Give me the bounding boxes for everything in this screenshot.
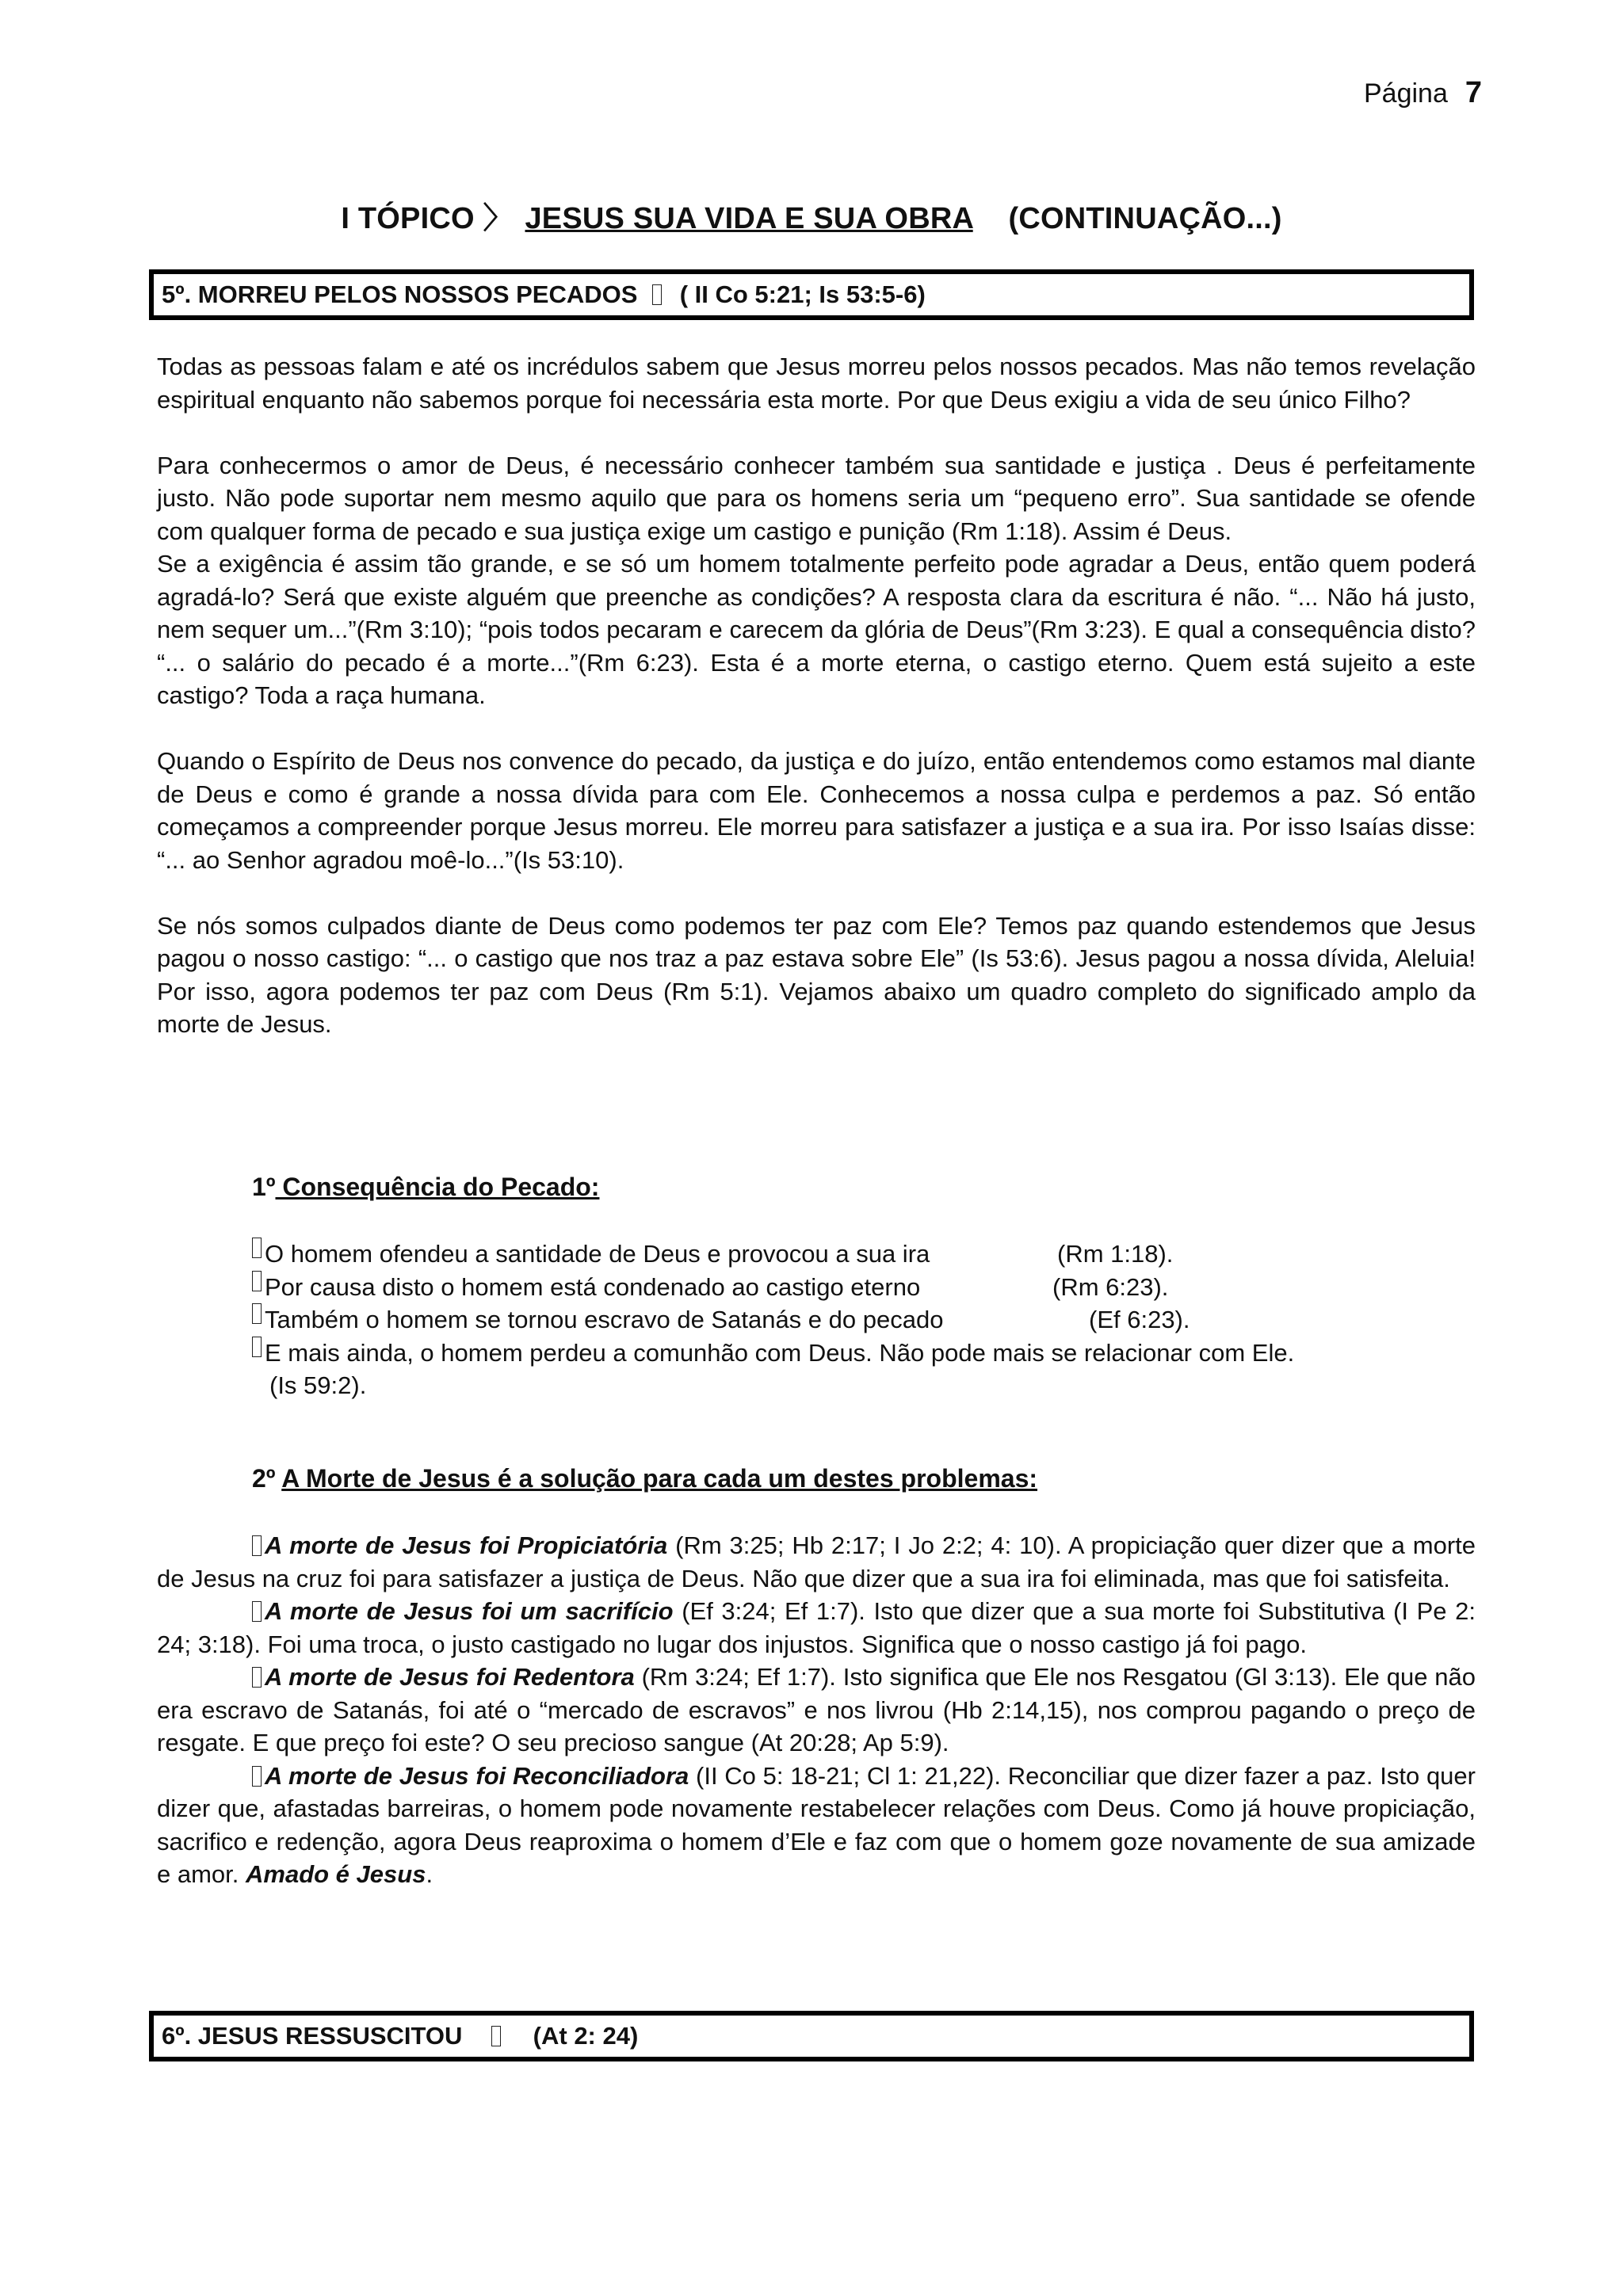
intro-paragraph: Todas as pessoas falam e até os incrédulos sabem que Jesus morreu pelos nossos pecados. Mas não temos revelação espiritual enquanto não sabemos porque foi necessária esta morte. Por que Deus exigiu a vida de seu único Filho? — [157, 353, 1476, 414]
list-item: A morte de Jesus foi um sacrifício (Ef 3:24; Ef 1:7). Isto que dizer que a sua morte foi Substitutiva (I Pe 2: 24; 3:18). Foi uma troca, o justo castigado no lugar dos injustos. Significa que o nosso castigo já foi pago. — [157, 1597, 1476, 1658]
intro-paragraph: Se a exigência é assim tão grande, e se só um homem totalmente perfeito pode agradar a Deus, então quem poderá agradá-lo? Será que existe alguém que preenche as condições? A resposta clara da escritura é não. “... Não há justo, nem sequer um...”(Rm 3:10); “pois todos pecaram e carecem da glória de Deus”(Rm 3:23). E qual a consequência disto? “... o salário do pecado é a morte...”(Rm 6:23). Esta é a morte eterna, o castigo eterno. Quem está sujeito a este castigo? Toda a raça humana. — [157, 550, 1476, 709]
list-item: A morte de Jesus foi Redentora (Rm 3:24; Ef 1:7). Isto significa que Ele nos Resgatou (Gl 3:13). Ele que não era escravo de Satanás, foi até o “mercado de escravos” e nos livrou (Hb 2:14,15), nos comprou pagando o preço de resgate. E que preço foi este? O seu precioso sangue (At 20:28; Ap 5:9). — [157, 1663, 1476, 1756]
bullet-icon — [252, 1535, 262, 1556]
solutions-title: A Morte de Jesus é a solução para cada um destes problemas: — [281, 1464, 1038, 1493]
consequences-number: 1º — [252, 1173, 276, 1201]
bullet-icon — [252, 1271, 262, 1291]
page-label: Página — [1363, 78, 1448, 109]
box-glyph-icon — [491, 2026, 501, 2046]
list-item: Também o homem se tornou escravo de Satanás e do pecado (Ef 6:23). — [252, 1303, 1294, 1337]
title-prefix: I TÓPICO — [341, 202, 475, 235]
intro-paragraph: Quando o Espírito de Deus nos convence do pecado, da justiça e do juízo, então entendemos como estamos mal diante de Deus e como é grande a nossa dívida para com Ele. Conhecemos a nossa culpa e perdemos a paz. Só então começamos a compreender porque Jesus morreu. Ele morreu para satisfazer a justiça e a sua ira. Por isso Isaías disse: “... ao Senhor agradou moê-lo...”(Is 53:10). — [157, 747, 1476, 874]
list-item: Por causa disto o homem está condenado ao castigo eterno (Rm 6:23). — [252, 1271, 1294, 1304]
list-item: E mais ainda, o homem perdeu a comunhão com Deus. Não pode mais se relacionar com Ele. — [252, 1337, 1294, 1370]
consequences-title: Consequência do Pecado: — [275, 1173, 600, 1201]
intro-paragraph: Para conhecermos o amor de Deus, é necessário conhecer também sua santidade e justiça . Deus é perfeitamente justo. Não pode suportar nem mesmo aquilo que para os homens seria um “pequeno erro”. Sua santidade se ofende com qualquer forma de pecado e sua justiça exige um castigo e punição (Rm 1:18). Assim é Deus. — [157, 451, 1476, 545]
section-5-heading-box — [149, 269, 1474, 320]
consequences-list — [252, 1238, 1294, 1402]
section-6-heading-box — [149, 2011, 1474, 2061]
page-title — [0, 193, 1623, 237]
bullet-icon — [252, 1238, 262, 1258]
solutions-heading — [252, 1464, 1037, 1493]
title-separator: 〉 — [483, 202, 514, 235]
consequences-heading — [252, 1173, 599, 1202]
bullet-icon — [252, 1601, 262, 1622]
intro-text — [157, 350, 1476, 1041]
bullet-icon — [252, 1303, 262, 1324]
page-number-header — [1364, 76, 1482, 110]
list-item-continuation: (Is 59:2). — [269, 1371, 367, 1399]
bullet-icon — [252, 1337, 262, 1357]
section-6-refs: (At 2: 24) — [533, 2022, 639, 2050]
box-glyph-icon — [652, 284, 662, 305]
list-item: A morte de Jesus foi Reconciliadora (II Co 5: 18-21; Cl 1: 21,22). Reconciliar que dizer fazer a paz. Isto quer dizer que, afastadas barreiras, o homem pode novamente restabelecer relações com Deus. Como já houve propiciação, sacrifico e redenção, agora Deus reaproxima o homem d’Ele e faz com que o homem goze novamente de sua amizade e amor. Amado é Jesus. — [157, 1761, 1476, 1888]
bullet-icon — [252, 1667, 262, 1688]
title-continuation: (CONTINUAÇÃO...) — [1008, 202, 1282, 235]
section-6-heading: 6º. JESUS RESSUSCITOU — [162, 2022, 463, 2050]
section-5-heading: 5º. MORREU PELOS NOSSOS PECADOS — [162, 280, 638, 308]
intro-paragraph: Se nós somos culpados diante de Deus como podemos ter paz com Ele? Temos paz quando estendemos que Jesus pagou o nosso castigo: “... o castigo que nos traz a paz estava sobre Ele” (Is 53:6). Jesus pagou a nossa dívida, Aleluia! Por isso, agora podemos ter paz com Deus (Rm 5:1). Vejamos abaixo um quadro completo do significado amplo da morte de Jesus. — [157, 911, 1476, 1038]
list-item: O homem ofendeu a santidade de Deus e provocou a sua ira (Rm 1:18). — [252, 1238, 1294, 1271]
list-item: A morte de Jesus foi Propiciatória (Rm 3:25; Hb 2:17; I Jo 2:2; 4: 10). A propiciação quer dizer que a morte de Jesus na cruz foi para satisfazer a justiça de Deus. Não que dizer que a sua ira foi eliminada, mas que foi satisfeita. — [157, 1531, 1476, 1592]
bullet-icon — [252, 1766, 262, 1787]
solutions-number: 2º — [252, 1464, 276, 1493]
page-number: 7 — [1465, 76, 1482, 109]
section-5-refs: ( II Co 5:21; Is 53:5-6) — [679, 280, 926, 308]
solutions-list — [157, 1529, 1476, 1891]
title-main: JESUS SUA VIDA E SUA OBRA — [525, 202, 973, 235]
